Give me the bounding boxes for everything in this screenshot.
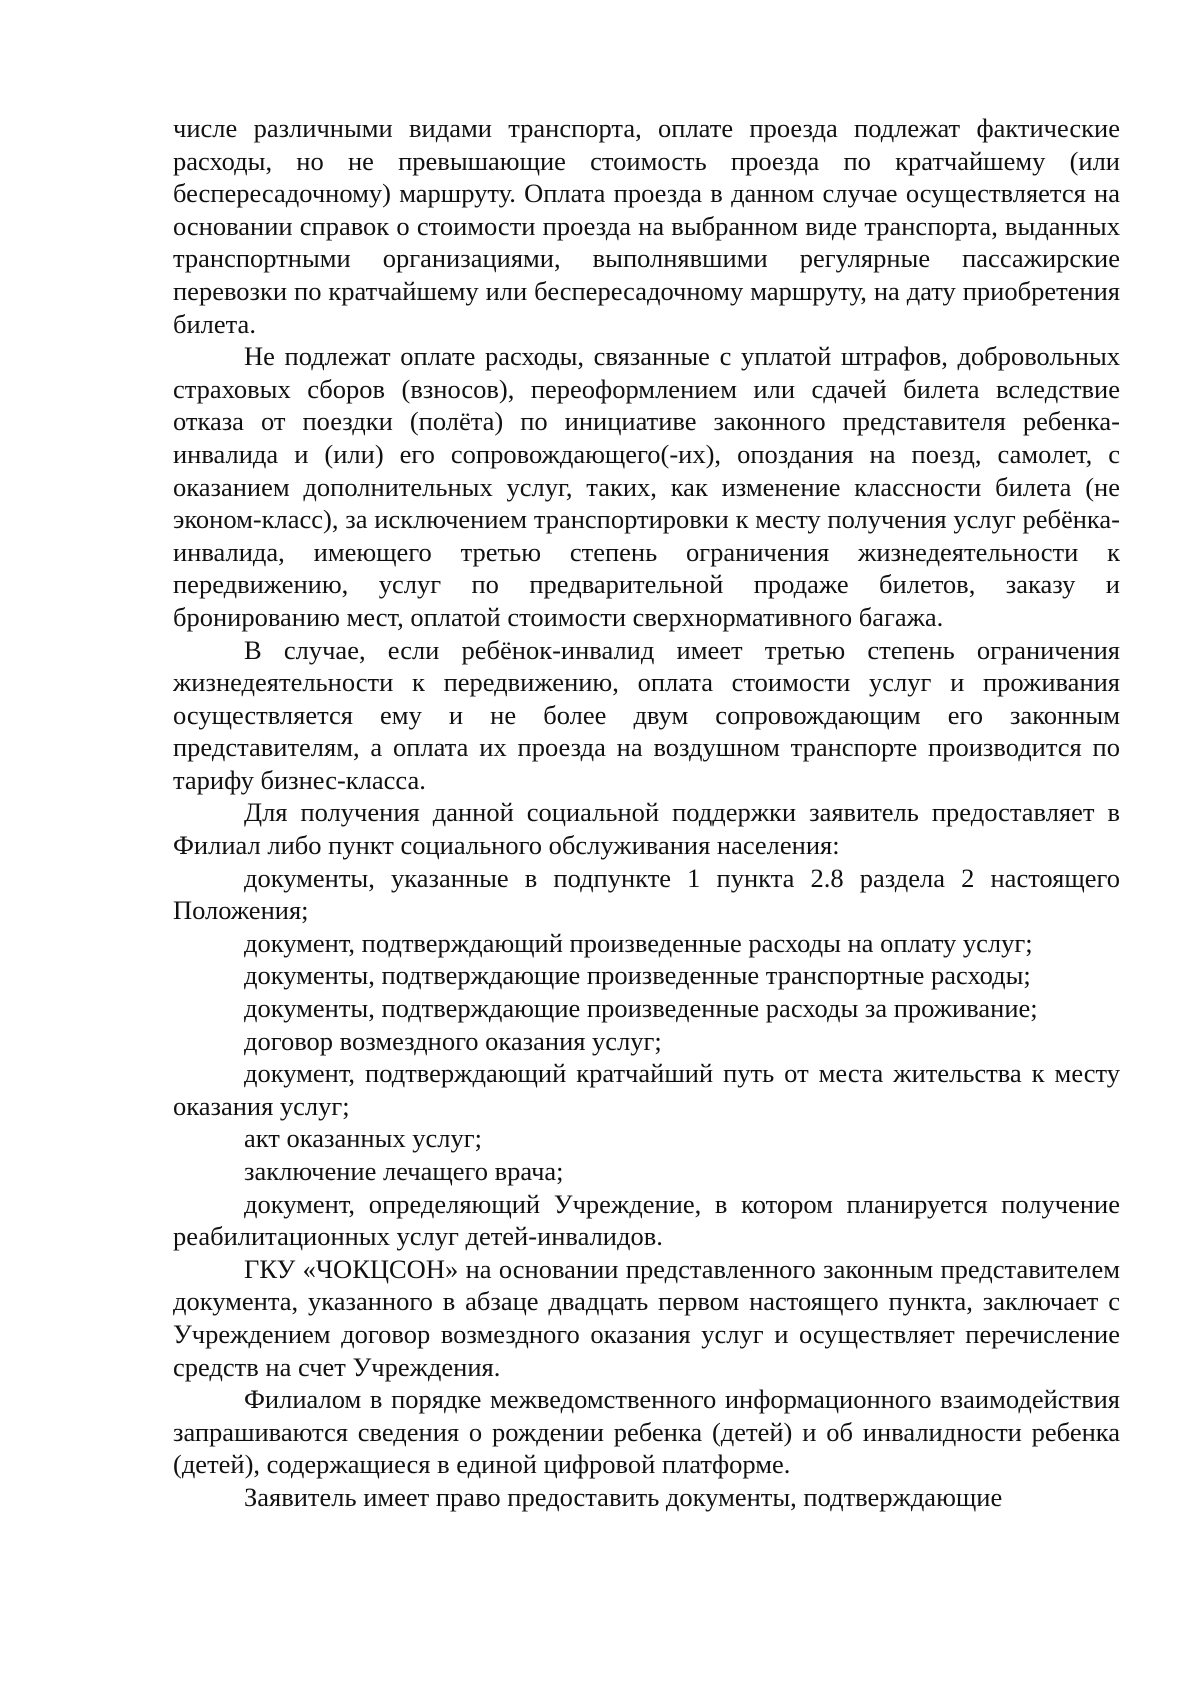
list-item-service-contract: договор возмездного оказания услуг; xyxy=(244,1025,662,1056)
list-item-institution-document: документ, определяющий Учреждение, в котором планируется получение реабилитационных услуг детей-инвалидов. xyxy=(173,1188,1120,1252)
paragraph-contract-with-institution: ГКУ «ЧОКЦСОН» на основании представленного законным представителем документа, указанного в абзаце двадцать первом настоящего пункта, заключает с Учреждением договор возмездного оказания услуг и осуществляет перечисление средств на счет Учреждения. xyxy=(173,1253,1120,1382)
paragraph-third-degree-limitation: В случае, если ребёнок-инвалид имеет третью степень ограничения жизнедеятельности к передвижению, оплата стоимости услуг и проживания осуществляется ему и не более двум сопровождающим его законным представителям, а оплата их проезда на воздушном транспорте производится по тарифу бизнес-класса. xyxy=(173,634,1120,795)
list-item-doctor-conclusion: заключение лечащего врача; xyxy=(244,1156,564,1186)
paragraph-interdepartmental-request: Филиалом в порядке межведомственного информационного взаимодействия запрашиваются сведения о рождении ребенка (детей) и об инвалидности ребенка (детей), содержащиеся в единой цифровой платформе. xyxy=(173,1384,1120,1480)
list-item-shortest-route-document: документ, подтверждающий кратчайший путь от места жительства к месту оказания услуг; xyxy=(173,1058,1120,1121)
list-item-services-act: акт оказанных услуг; xyxy=(244,1123,482,1154)
paragraph-non-reimbursable-expenses: Не подлежат оплате расходы, связанные с уплатой штрафов, добровольных страховых сборов (взносов), переоформлением или сдачей билета вследствие отказа от поездки (полёта) по инициативе законного представителя ребенка-инвалида и (или) его сопровождающего(-их), опоздания на поезд, самолет, с оказанием дополнительных услуг, таких, как изменение классности билета (не эконом-класс), за исключением транспортировки к месту получения услуг ребёнка-инвалида, имеющего третью степень ограничения жизнедеятельности к передвижению, услуг по предварительной продаже билетов, заказу и бронированию мест, оплатой стоимости сверхнормативного багажа. xyxy=(173,341,1120,632)
list-item-documents-subparagraph: документы, указанные в подпункте 1 пункта 2.8 раздела 2 настоящего Положения; xyxy=(173,862,1120,926)
paragraph-applicant-right: Заявитель имеет право предоставить документы, подтверждающие xyxy=(244,1481,1003,1512)
list-item-accommodation-documents: документы, подтверждающие произведенные расходы за проживание; xyxy=(244,993,1038,1024)
paragraph-transport-costs: числе различными видами транспорта, оплате проезда подлежат фактические расходы, но не превышающие стоимость проезда по кратчайшему (или беспересадочному) маршруту. Оплата проезда в данном случае осуществляется на основании справок о стоимости проезда на выбранном виде транспорта, выданных транспортными организациями, выполнявшими регулярные пассажирские перевозки по кратчайшему или беспересадочному маршруту, на дату приобретения билета. xyxy=(173,113,1120,339)
list-item-payment-document: документ, подтверждающий произведенные расходы на оплату услуг; xyxy=(244,927,1033,958)
document-page xyxy=(173,112,1120,1514)
list-item-transport-documents: документы, подтверждающие произведенные транспортные расходы; xyxy=(244,960,1031,991)
paragraph-documents-intro: Для получения данной социальной поддержки заявитель предоставляет в Филиал либо пункт социального обслуживания населения: xyxy=(173,797,1120,861)
